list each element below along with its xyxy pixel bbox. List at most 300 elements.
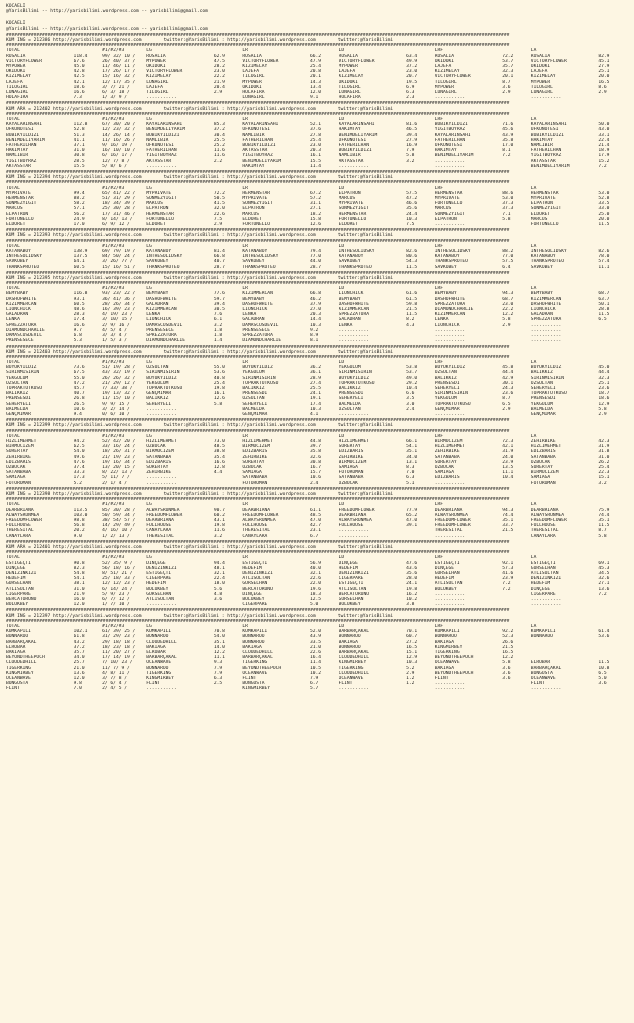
horse-name-cell: VICTORYFLOWER <box>6 58 42 64</box>
value-cell: 2.9 <box>502 322 511 328</box>
column-header: LD <box>338 502 345 508</box>
value-cell: BÜYÜKYILDIZ <box>530 365 562 371</box>
section-rule: ###################################################################################################################################################################################### <box>6 539 510 545</box>
value-cell: ÖZBUCAK <box>146 444 166 450</box>
value-cell: KINGMIRBEY <box>146 676 174 682</box>
value-cell: OCEANWAVE <box>530 676 556 682</box>
value-cell: 61.8 <box>73 634 85 640</box>
value-cell: 24.1 <box>309 391 322 397</box>
value-cell: KAYALARINSAHI <box>434 132 471 138</box>
horse-name-cell: HIZLIMEHMET <box>6 439 37 445</box>
value-cell <box>214 164 243 169</box>
value-cell: FULLHOUSE <box>146 523 172 529</box>
horse-name-cell: TIGERKING <box>6 665 31 671</box>
horse-name-cell: CLOUDEDHILL <box>6 660 37 666</box>
value-cell: 82.6 <box>406 248 418 254</box>
value-cell: 16/ 39/ 23 / <box>102 307 136 313</box>
value-cell: 8.3 <box>406 465 415 471</box>
value-cell: 67/ 30/ 20 / <box>102 122 136 128</box>
value-cell: 33.3 <box>73 470 85 476</box>
value-cell: 3/ 7/ 21 / <box>102 84 130 90</box>
value-cell: 1/ 5/ 3 / <box>102 338 128 344</box>
value-cell: 7.5 <box>406 221 415 227</box>
value-cell: HEDEFIM <box>242 565 262 571</box>
value-cell: GENÇMIMAR <box>146 391 172 397</box>
value-cell: NAMLIBIR <box>338 153 361 159</box>
column-header: #1/#2/#3 <box>102 555 125 561</box>
value-cell: KATANABOY <box>530 254 556 260</box>
value-cell: 27.4 <box>309 380 322 386</box>
value-cell: SIRINMISIRIN <box>434 391 468 397</box>
value-cell: 21.5 <box>406 307 418 313</box>
value-cell: VICTORYFLOWER <box>146 69 183 75</box>
value-cell: HAKIMTAY <box>434 148 457 154</box>
value-cell: 54.1 <box>406 444 418 450</box>
value-cell: BALMELDA <box>338 401 361 407</box>
value-cell: 10.4 <box>406 386 418 392</box>
column-header: LA <box>530 502 537 508</box>
value-cell: 7.2 <box>502 581 511 587</box>
horse-name-cell: BONNAROO <box>6 634 29 640</box>
value-cell: LAJEFA <box>338 69 356 75</box>
value-cell: DASHOFWHITE <box>530 301 562 307</box>
value-cell: 31.0 <box>598 454 610 460</box>
value-cell: BALIKKIZ <box>146 396 169 402</box>
value-cell: 49.0 <box>406 375 418 381</box>
value-cell: BAKIAGA <box>434 665 455 671</box>
value-cell: 63.7 <box>598 296 610 302</box>
value-cell: 40.0 <box>309 565 322 571</box>
value-cell: FORTUNELLO <box>338 216 367 222</box>
value-cell: 25.4 <box>213 380 225 386</box>
value-cell: SATANBABA <box>146 454 172 460</box>
value-cell: 61.4 <box>598 629 610 635</box>
value-cell: BIRMUCIZEM <box>338 459 367 465</box>
value-cell: KIZIMELAY <box>242 63 268 69</box>
value-cell: BALIKKIZ <box>434 375 457 381</box>
horse-name-cell: LIONCHICK <box>6 307 31 313</box>
results-table <box>6 502 627 538</box>
value-cell: GENÇMIMAR <box>242 412 268 418</box>
column-header: LRF <box>434 624 443 630</box>
value-cell: ROSALIA <box>434 53 455 59</box>
value-cell: 36/ 41/ 36 / <box>102 296 136 302</box>
value-cell: DAMASCUSDEVIL <box>146 322 183 328</box>
value-cell: ELPATRON <box>338 190 361 196</box>
value-cell: 61.5 <box>406 296 418 302</box>
value-cell: ........... <box>146 163 177 169</box>
value-cell: SAVKOBEY <box>242 259 265 265</box>
spacer <box>6 14 628 21</box>
value-cell: 94.3 <box>502 291 514 297</box>
value-cell: 57.3 <box>502 565 514 571</box>
value-cell: 56.9 <box>309 560 322 566</box>
value-cell <box>406 412 435 417</box>
value-cell: 61.1 <box>309 507 322 513</box>
value-cell: 10.3 <box>406 660 418 666</box>
value-cell: 33/ 16/ 24 / <box>102 444 136 450</box>
value-cell: 7.9 <box>309 676 319 682</box>
value-cell: 51/ 19/ 28 / <box>102 365 136 371</box>
value-cell: 15.1 <box>598 475 610 481</box>
value-cell: EDIZBARIS <box>242 449 268 455</box>
value-cell: 17/ 31/ 46 / <box>102 211 136 217</box>
value-cell: FREEDOMFLOWER <box>242 512 279 518</box>
value-cell: FREEDOMFLOWER <box>146 512 183 518</box>
value-cell: 22.4 <box>598 137 610 143</box>
column-header: LRF <box>434 502 443 508</box>
value-cell: ........... <box>530 597 562 603</box>
value-cell: BALIKKIZ <box>242 386 265 392</box>
value-cell: ........... <box>434 591 466 597</box>
value-cell: 37.3 <box>502 201 514 207</box>
value-cell: 3/ 3/ 4 / <box>102 333 128 339</box>
horse-name-cell: BIRMUCIZEM <box>6 444 34 450</box>
column-header: LR <box>242 624 248 630</box>
value-cell: 5.8 <box>598 406 607 412</box>
value-cell: 30.8 <box>73 153 85 159</box>
value-cell: HOLAFIRA <box>242 89 265 95</box>
value-cell: 20.3 <box>309 148 322 154</box>
value-cell: CIGERPARE <box>242 602 268 608</box>
value-cell: 28.2 <box>213 63 225 69</box>
value-cell: 31.8 <box>598 449 610 455</box>
value-cell: 52.8 <box>73 127 85 133</box>
value-cell: 52.1 <box>309 122 322 128</box>
value-cell: BIRMUCIZEM <box>434 439 463 445</box>
value-cell: 60.5 <box>73 301 85 307</box>
value-cell: ÖZSULTAN <box>338 406 361 412</box>
value-cell: LIONCHICK <box>530 307 556 313</box>
horse-name-cell: KATANABOY <box>6 248 31 254</box>
value-cell: FULLHOUSE <box>338 523 364 529</box>
section-heading: KUM ARA = 212402 http://yarisbilimi.wordpress.com twitter:@YarisBilimi : http://yarisbilimi.wordpress.com twitter:@YarisBilimi <box>6 106 394 112</box>
value-cell: 8.9 <box>309 333 319 339</box>
value-cell: ........... <box>146 406 177 412</box>
value-cell: OKIDOKI <box>434 58 455 64</box>
value-cell: 85/ 30/ 28 / <box>102 507 136 513</box>
value-cell: 25.5 <box>213 137 225 143</box>
value-cell: 42.5 <box>73 74 85 80</box>
value-cell: 11.1 <box>213 655 225 661</box>
value-cell: 3.6 <box>502 665 511 671</box>
value-cell: 45.1 <box>598 58 610 64</box>
value-cell: 16.4 <box>309 655 322 661</box>
value-cell: 42.9 <box>502 375 514 381</box>
value-cell: 77.0 <box>309 254 322 260</box>
value-cell: 41.1 <box>73 137 85 143</box>
value-cell: KAYALARINSAHI <box>146 122 183 128</box>
value-cell: BENIMDELIYARIM <box>434 153 474 159</box>
value-cell: 42.1 <box>73 79 85 85</box>
column-header: LA <box>530 243 537 249</box>
value-cell: 11.4 <box>309 660 322 666</box>
value-cell: BUBIKYILDIZI <box>530 132 564 138</box>
value-cell: 63.4 <box>406 53 418 59</box>
value-cell: 8.7 <box>502 396 511 402</box>
value-cell: 16/ 10/ 10 / <box>102 148 136 154</box>
value-cell: ATLISULTAN <box>434 581 463 587</box>
horse-name-cell: ROSALIA <box>6 53 26 59</box>
horse-name-cell: BERCATORUNU <box>6 597 37 603</box>
value-cell: DEARBRIANA <box>530 507 559 513</box>
value-cell: DEARBRIANA <box>242 507 271 513</box>
value-cell: BALIKKIZ <box>338 386 361 392</box>
value-cell: FREEDOMFLOWER <box>434 518 471 524</box>
value-cell: 30.8 <box>309 459 322 465</box>
race-section <box>6 33 628 101</box>
value-cell: 2/ 9/ 16 / <box>102 322 130 328</box>
value-cell: 2/ 4/ 5 / <box>102 686 128 692</box>
value-cell: NAMLIBIR <box>146 137 169 143</box>
value-cell: SEHERYELI <box>434 386 460 392</box>
value-cell: 78.0 <box>598 254 610 260</box>
value-cell: ÖZBUCAK <box>242 465 262 471</box>
value-cell: 70.8 <box>213 629 225 635</box>
value-cell: 45.3 <box>598 565 610 571</box>
value-cell: 44.4 <box>598 370 610 376</box>
value-cell: MYPRIVATE <box>242 195 268 201</box>
value-cell: 2.4 <box>406 406 415 412</box>
value-cell: 57.5 <box>502 259 514 265</box>
horse-name-cell: INTHESOLIDSKY <box>6 254 42 260</box>
column-header: LR <box>242 185 248 191</box>
value-cell: DASHOFWHITE <box>242 301 273 307</box>
horse-name-cell: YEKGÜLÜM <box>6 375 29 381</box>
section-rule: ###################################################################################################################################################################################### <box>6 344 510 350</box>
value-cell: INTHESOLIDSKY <box>530 248 567 254</box>
horse-name-cell: YIGITBOYRAZ <box>6 158 37 164</box>
value-cell: VICTORYFLOWER <box>434 74 471 80</box>
value-cell: 6.5 <box>598 317 607 323</box>
value-cell: 33.0 <box>598 206 610 212</box>
value-cell: 2.9 <box>213 221 223 227</box>
value-cell <box>406 338 435 343</box>
value-cell: DIAMONDCHARLIE <box>146 338 185 344</box>
value-cell: NAMLIBIR <box>242 132 265 138</box>
value-cell: ........... <box>338 528 369 534</box>
value-cell: 43.9 <box>502 132 514 138</box>
value-cell: 48.1 <box>213 565 225 571</box>
horse-name-cell: HEDEFIM <box>6 576 26 582</box>
value-cell: GÜRSELHAN <box>530 565 556 571</box>
value-cell: 31.9 <box>598 444 610 450</box>
table-row <box>6 164 627 169</box>
value-cell: KINGMIRBEY <box>338 660 367 666</box>
value-cell: 19.5 <box>406 79 418 85</box>
value-cell <box>502 686 531 691</box>
value-cell: 32.1 <box>213 571 225 577</box>
value-cell: 11.5 <box>598 660 610 666</box>
table-row <box>6 534 627 539</box>
value-cell: 35.6 <box>406 206 418 212</box>
value-cell: 27.8 <box>309 132 322 138</box>
horse-name-cell: BUBIKYILDIZI <box>6 132 40 138</box>
value-cell: 4.1 <box>309 412 319 418</box>
value-cell: KIZIMMERCAN <box>530 296 562 302</box>
value-cell: 16.9 <box>406 142 418 148</box>
value-cell: HIZLIMEHMET <box>242 439 273 445</box>
value-cell: KIZIMELAY <box>530 74 556 80</box>
horse-name-cell: ELPATRON <box>6 211 29 217</box>
value-cell: 17/ 26/ 17 / <box>102 69 136 75</box>
value-cell: 85.3 <box>213 122 225 128</box>
value-cell: FLINT <box>242 676 257 682</box>
value-cell: ÖZBUCAK <box>530 459 551 465</box>
results-table <box>6 186 627 228</box>
value-cell: KUMKAPILI <box>242 629 268 635</box>
value-cell: FATHERILHAN <box>530 148 562 154</box>
value-cell: 3.6 <box>598 681 607 687</box>
value-cell: 32.1 <box>309 571 322 577</box>
value-cell: TILOGIRL <box>434 79 457 85</box>
value-cell: 50.0 <box>598 122 610 128</box>
value-cell: 67.6 <box>73 58 85 64</box>
value-cell: UFKUNÖTESI <box>338 137 367 143</box>
section-rule: ###################################################################################################################################################################################### <box>6 281 510 287</box>
section-heading: KUM ING = 212393 http://yarisbilimi.wordpress.com twitter:@YarisBilimi : http://yarisbilimi.wordpress.com twitter:@YarisBilimi <box>6 233 394 239</box>
value-cell: 25/ 30/ 28 / <box>102 206 136 212</box>
value-cell: HIZLIMEHMET <box>530 444 562 450</box>
value-cell: ........... <box>338 327 369 333</box>
value-cell: DIAMONDCHARLIE <box>434 307 474 313</box>
value-cell: 40.8 <box>213 375 225 381</box>
value-cell: VICTORYFLOWER <box>530 58 567 64</box>
value-cell: 82.6 <box>598 248 610 254</box>
value-cell: 2.4 <box>309 480 319 486</box>
value-cell: BALMELDA <box>530 406 553 412</box>
value-cell: GENÇMIMAR <box>530 412 556 418</box>
value-cell: FORTUNELLO <box>146 216 174 222</box>
value-cell: MYPRIVATE <box>146 190 172 196</box>
value-cell: 29.2 <box>406 380 418 386</box>
horse-name-cell: THERESITAL <box>6 528 34 534</box>
value-cell: SIRINMISIRIN <box>530 375 564 381</box>
value-cell <box>406 534 435 539</box>
doc-title-repeat: KOCAELI <box>6 21 26 27</box>
value-cell: 35.8 <box>309 449 322 455</box>
value-cell: YEKGÜLÜM <box>530 401 553 407</box>
value-cell: 88.6 <box>502 190 514 196</box>
value-cell: KUMKAPILI <box>530 629 556 635</box>
value-cell: FOTOROMAN <box>338 470 364 476</box>
value-cell: FLINT <box>530 681 545 687</box>
value-cell: FORTUNELLO <box>242 221 271 227</box>
value-cell: 45.6 <box>502 127 514 133</box>
value-cell: 71.6 <box>502 122 514 128</box>
value-cell: 8.1 <box>309 338 319 344</box>
results-table <box>6 555 627 607</box>
column-header: #1/#2/#3 <box>102 48 125 54</box>
value-cell: 45.7 <box>73 386 85 392</box>
value-cell: FULLHOUSE <box>530 523 556 529</box>
value-cell: BAKIAGA <box>338 639 358 645</box>
column-header: TOTAL <box>6 116 20 122</box>
value-cell: TOPRAKTUTKUSU <box>242 380 279 386</box>
value-cell: 2.9 <box>213 89 223 95</box>
value-cell: 40.7 <box>73 391 85 397</box>
horse-name-cell: SATANBABA <box>6 470 31 476</box>
value-cell: SURERTAY <box>338 444 361 450</box>
value-cell: 35.1 <box>406 449 418 455</box>
value-cell: HIZLIMEHMET <box>434 444 466 450</box>
column-header: LG <box>146 360 152 366</box>
value-cell: 90.8 <box>73 560 85 566</box>
value-cell: 13.4 <box>309 84 322 90</box>
value-cell: 27.9 <box>598 63 610 69</box>
value-cell: 21.4 <box>598 142 610 148</box>
value-cell: 25.4 <box>309 63 322 69</box>
race-section <box>6 345 628 418</box>
value-cell: SATANBABA <box>242 475 268 481</box>
column-header: #1/#2/#3 <box>102 360 125 366</box>
value-cell: 15.1 <box>406 650 418 656</box>
value-cell: 43.2 <box>73 639 85 645</box>
value-cell <box>502 481 531 486</box>
section-rule: ###################################################################################################################################################################################### <box>6 418 510 424</box>
value-cell: FULLHOUSE <box>242 523 268 529</box>
value-cell: 29/ 18/ 18 / <box>102 639 136 645</box>
value-cell: ALWAYSRUNMEA <box>530 512 564 518</box>
value-cell: 49.6 <box>73 454 85 460</box>
value-cell: SEHERYELI <box>338 396 364 402</box>
value-cell: 15.7 <box>309 470 322 476</box>
value-cell: 42.3 <box>598 439 610 445</box>
value-cell: HIZLIMEHMET <box>338 439 369 445</box>
value-cell: BIRMUCIZEM <box>146 449 174 455</box>
section-heading: KUM ING = 212394 http://yarisbilimi.wordpress.com twitter:@YarisBilimi : http://yarisbilimi.wordpress.com twitter:@YarisBilimi <box>6 175 394 181</box>
value-cell: CLOUDEDHILL <box>338 655 369 661</box>
value-cell: 19.8 <box>213 523 225 529</box>
value-cell: 99.4 <box>73 190 85 196</box>
value-cell: 51/ 31/ 29 / <box>102 195 136 201</box>
value-cell: 37.3 <box>502 206 514 212</box>
value-cell: 7.3 <box>73 95 82 101</box>
value-cell: 53.7 <box>406 370 418 376</box>
race-section <box>6 228 628 270</box>
value-cell: 23.1 <box>309 528 322 534</box>
value-cell: 19.1 <box>309 396 322 402</box>
value-cell: TILOGIRL <box>242 74 265 80</box>
table-row <box>6 222 627 227</box>
value-cell: 102.1 <box>73 629 88 635</box>
value-cell: MYPRIVATE <box>434 195 460 201</box>
value-cell: 81.6 <box>406 122 418 128</box>
value-cell: DENIZINKIZI <box>338 571 369 577</box>
value-cell: 12.6 <box>213 396 225 402</box>
value-cell <box>598 338 627 343</box>
value-cell: ........... <box>146 686 177 692</box>
value-cell: 34.0 <box>406 454 418 460</box>
horse-name-cell: FLINT <box>6 686 20 692</box>
value-cell: 6/ 7/ 12 / <box>102 597 130 603</box>
value-cell: BARBARÇAKAL <box>338 629 369 635</box>
value-cell: MARCUS <box>530 216 548 222</box>
value-cell: 7.2 <box>502 586 511 592</box>
value-cell: 12.0 <box>309 89 322 95</box>
value-cell: 18.2 <box>309 211 322 217</box>
value-cell: 39.7 <box>309 444 322 450</box>
value-cell: 52.3 <box>502 634 514 640</box>
value-cell: 53.6 <box>213 370 225 376</box>
value-cell: 16.1 <box>213 391 225 397</box>
value-cell: FLINT <box>434 676 449 682</box>
value-cell: 32.3 <box>502 69 514 75</box>
value-cell: 32.3 <box>598 375 610 381</box>
column-header: TOTAL <box>6 433 20 439</box>
horse-name-cell: SEHERYELI <box>6 401 31 407</box>
value-cell: 47.2 <box>406 195 418 201</box>
